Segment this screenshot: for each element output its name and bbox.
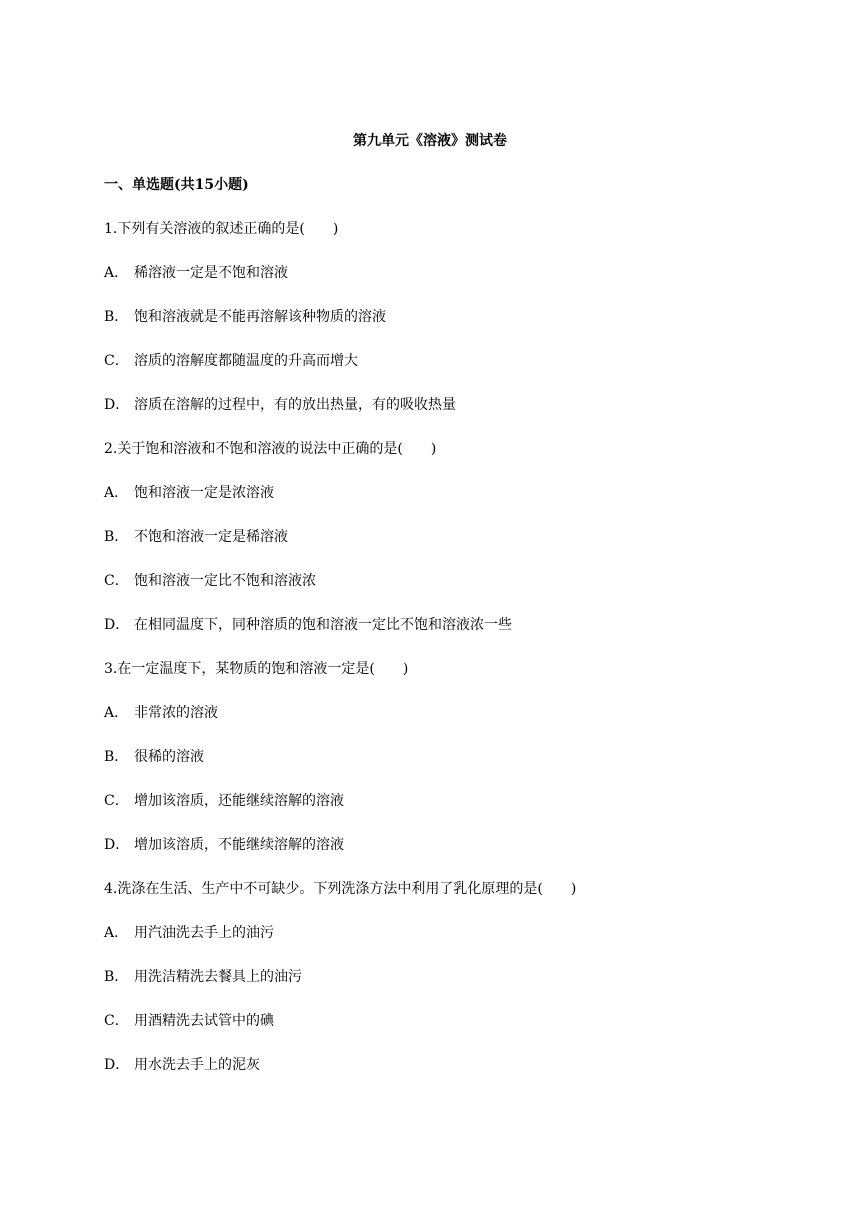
option-text: 溶质在溶解的过程中，有的放出热量，有的吸收热量: [134, 397, 456, 413]
question-2-option-c: [104, 571, 316, 591]
option-letter: C．: [104, 1013, 129, 1029]
option-text: 用汽油洗去手上的油污: [134, 925, 274, 941]
option-text: 增加该溶质，不能继续溶解的溶液: [134, 837, 344, 853]
option-text: 用洗洁精洗去餐具上的油污: [134, 969, 302, 985]
option-text: 增加该溶质，还能继续溶解的溶液: [134, 793, 344, 809]
question-4-option-c: [104, 1011, 274, 1031]
question-4-option-d: [104, 1055, 260, 1075]
question-1-stem: 1.下列有关溶液的叙述正确的是( ): [104, 221, 339, 237]
question-3-option-c: [104, 791, 344, 811]
option-text: 饱和溶液就是不能再溶解该种物质的溶液: [134, 309, 386, 325]
option-text: 不饱和溶液一定是稀溶液: [134, 529, 288, 545]
option-letter: D．: [104, 617, 130, 633]
question-1-option-a: [104, 263, 288, 283]
option-text: 饱和溶液一定是浓溶液: [134, 485, 274, 501]
document-title: 第九单元《溶液》测试卷: [353, 133, 507, 149]
section-heading: 一、单选题(共15小题): [104, 177, 249, 193]
option-text: 在相同温度下，同种溶质的饱和溶液一定比不饱和溶液浓一些: [134, 617, 512, 633]
question-2-option-a: [104, 483, 274, 503]
question-1-option-d: [104, 395, 456, 415]
option-letter: D．: [104, 1057, 130, 1073]
question-2-option-d: [104, 615, 512, 635]
question-4-option-b: [104, 967, 302, 987]
option-letter: B．: [104, 529, 129, 545]
option-letter: A．: [104, 705, 129, 721]
option-letter: B．: [104, 969, 129, 985]
option-text: 用酒精洗去试管中的碘: [134, 1013, 274, 1029]
option-letter: C．: [104, 353, 129, 369]
question-3-stem: 3.在一定温度下，某物质的饱和溶液一定是( ): [104, 661, 409, 677]
option-text: 饱和溶液一定比不饱和溶液浓: [134, 573, 316, 589]
question-1-option-c: [104, 351, 358, 371]
question-3-option-d: [104, 835, 344, 855]
option-text: 很稀的溶液: [134, 749, 204, 765]
option-text: 溶质的溶解度都随温度的升高而增大: [134, 353, 358, 369]
option-letter: C．: [104, 793, 129, 809]
option-letter: C．: [104, 573, 129, 589]
question-3-option-a: [104, 703, 218, 723]
option-letter: A．: [104, 265, 129, 281]
question-2-stem: 2.关于饱和溶液和不饱和溶液的说法中正确的是( ): [104, 441, 437, 457]
option-letter: A．: [104, 485, 129, 501]
option-letter: A．: [104, 925, 129, 941]
option-letter: B．: [104, 749, 129, 765]
question-3-option-b: [104, 747, 204, 767]
option-letter: D．: [104, 837, 130, 853]
question-4-stem: 4.洗涤在生活、生产中不可缺少。下列洗涤方法中利用了乳化原理的是( ): [104, 881, 577, 897]
option-text: 用水洗去手上的泥灰: [134, 1057, 260, 1073]
option-letter: D．: [104, 397, 130, 413]
question-2-option-b: [104, 527, 288, 547]
option-letter: B．: [104, 309, 129, 325]
option-text: 非常浓的溶液: [134, 705, 218, 721]
question-4-option-a: [104, 923, 274, 943]
option-text: 稀溶液一定是不饱和溶液: [134, 265, 288, 281]
question-1-option-b: [104, 307, 386, 327]
